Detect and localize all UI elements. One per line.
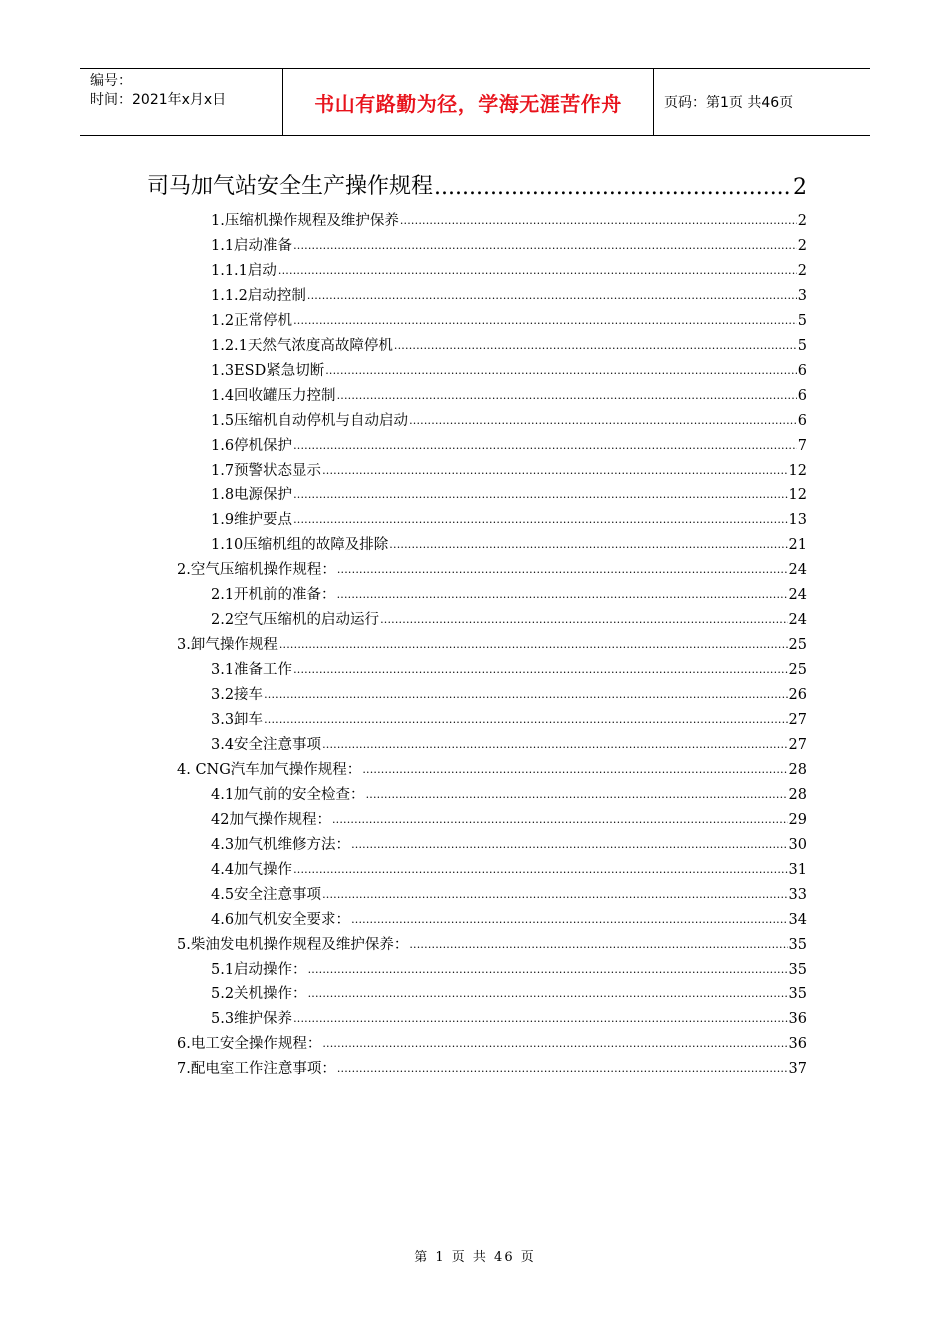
toc-entry-title: 3.卸气操作规程 [177, 637, 278, 654]
toc-entry[interactable] [211, 458, 807, 480]
toc-entry-page: 27 [788, 736, 807, 753]
toc-leader-dots [351, 911, 787, 929]
toc-entry-title: 1.压缩机操作规程及维护保养 [211, 213, 399, 229]
toc-entry-title: 2.2空气压缩机的启动运行 [211, 612, 380, 629]
document-date: 时间：2021年x月x日 [90, 92, 227, 108]
toc-entry-title: 4.4加气操作 [211, 861, 293, 878]
toc-leader-dots [389, 536, 787, 554]
toc-entry-title: 3.4安全注意事项 [211, 736, 322, 753]
toc-entry[interactable] [177, 757, 807, 779]
toc-leader-dots [279, 636, 788, 654]
toc-entry-page: 34 [788, 911, 807, 928]
toc-leader-dots [351, 836, 787, 854]
toc-entry-page: 36 [788, 1036, 807, 1053]
toc-entry-page: 13 [788, 512, 807, 529]
toc-entry[interactable] [211, 532, 807, 554]
header-meta [80, 69, 282, 135]
toc-entry-page: 35 [788, 961, 807, 978]
toc-leader-dots [322, 1035, 787, 1053]
toc-entry[interactable] [211, 981, 807, 1003]
toc-entry[interactable] [211, 482, 807, 504]
page-header [80, 68, 870, 136]
toc-entry-title: 7.配电室工作注意事项： [177, 1061, 336, 1078]
toc-entry-page: 2 [797, 262, 807, 279]
toc-entry[interactable] [211, 882, 807, 904]
toc-entry-title: 1.3ESD紧急切断 [211, 362, 325, 379]
toc-entry-title: 1.9维护要点 [211, 512, 293, 529]
toc-entry-page: 35 [788, 936, 807, 953]
toc-entry-title: 1.10压缩机组的故障及排除 [211, 537, 389, 554]
toc-entry-page: 21 [788, 537, 807, 554]
toc-leader-dots [337, 586, 788, 604]
toc-entry-page: 36 [788, 1011, 807, 1028]
toc-entry-page: 27 [788, 712, 807, 728]
toc-entry-page: 33 [788, 886, 807, 903]
toc-entry[interactable] [211, 258, 807, 280]
toc-entry-page: 28 [788, 786, 807, 803]
toc-entry-page: 5 [797, 337, 807, 354]
toc-entry[interactable] [211, 707, 807, 729]
toc-entry-title: 1.1.2启动控制 [211, 287, 306, 304]
toc-entry-page: 5 [797, 312, 807, 329]
toc-entry[interactable] [177, 557, 807, 579]
toc-entry-title: 5.柴油发电机操作规程及维护保养： [177, 936, 409, 953]
toc-entry-page: 26 [788, 687, 807, 704]
toc-entry[interactable] [211, 383, 807, 405]
toc-leader-dots [293, 661, 787, 679]
toc-leader-dots [293, 511, 787, 529]
toc-leader-dots [293, 1010, 787, 1028]
toc-entry-title: 2.空气压缩机操作规程： [177, 562, 336, 579]
toc-entry-page: 35 [788, 986, 807, 1003]
toc-entry[interactable] [211, 907, 807, 929]
toc-entry[interactable] [211, 308, 807, 330]
toc-leader-dots [394, 337, 797, 355]
toc-leader-dots [308, 985, 788, 1003]
toc-entry-title: 4.3加气机维修方法： [211, 836, 351, 853]
toc-leader-dots [400, 212, 797, 230]
toc-entry[interactable] [211, 582, 807, 604]
toc-entry-title: 1.7预警状态显示 [211, 462, 322, 479]
toc-leader-dots [307, 287, 797, 305]
toc-entry-title: 1.8电源保护 [211, 487, 293, 504]
toc-leader-dots [293, 861, 787, 879]
toc-entry[interactable] [177, 632, 807, 654]
toc-entry-title: 42加气操作规程： [211, 811, 331, 828]
toc-entry[interactable] [211, 957, 807, 979]
toc-entry-title: 2.1开机前的准备： [211, 587, 336, 604]
toc-leader-dots [409, 936, 787, 954]
toc-title-page: 2 [793, 175, 807, 200]
toc-entry[interactable] [211, 408, 807, 430]
toc-entry[interactable] [211, 857, 807, 879]
toc-entry-title: 1.6停机保护 [211, 437, 293, 454]
toc-leader-dots [380, 611, 787, 629]
toc-entry-title: 4. CNG汽车加气操作规程： [177, 761, 362, 778]
toc-entry[interactable] [211, 832, 807, 854]
toc-leader-dots [337, 561, 788, 579]
toc-entry-title: 4.1加气前的安全检查： [211, 786, 365, 803]
toc-entry[interactable] [211, 283, 807, 305]
toc-leader-dots [337, 1060, 788, 1078]
toc-entry-title: 4.6加气机安全要求： [211, 911, 351, 928]
toc-entry[interactable] [211, 358, 807, 380]
toc-entry[interactable] [211, 682, 807, 704]
toc-leader-dots [332, 811, 788, 829]
toc-entry-page: 24 [788, 587, 807, 604]
toc-entry[interactable] [177, 932, 807, 954]
toc-leader-dots [362, 761, 787, 779]
header-motto: 书山有路勤为径，学海无涯苦作舟 [314, 91, 622, 116]
toc-entry[interactable] [211, 333, 807, 355]
document-number-label: 编号： [90, 73, 132, 89]
toc-entry-title: 3.1准备工作 [211, 662, 293, 679]
toc-leader-dots [322, 736, 787, 754]
toc-entry-page: 6 [797, 412, 807, 429]
toc-entry[interactable] [211, 782, 807, 804]
toc-entry[interactable] [211, 807, 807, 829]
toc-leader-dots [264, 686, 787, 704]
toc-entry[interactable] [177, 1031, 807, 1053]
toc-entry-title: 3.2接车 [211, 687, 264, 704]
toc-leader-dots [293, 237, 797, 255]
toc-entry-page: 29 [788, 811, 807, 828]
toc-leader-dots [322, 462, 787, 480]
toc-entry-title: 6.电工安全操作规程： [177, 1036, 322, 1053]
toc-entry-title: 5.3维护保养 [211, 1011, 293, 1028]
toc-leader-dots [322, 886, 787, 904]
toc-entry[interactable] [211, 607, 807, 629]
toc-leader-dots [293, 312, 797, 330]
toc-leader-dots [337, 387, 797, 405]
toc-entry-page: 31 [788, 861, 807, 878]
toc-entry-title: 1.5压缩机自动停机与自动启动 [211, 412, 409, 429]
toc-entry[interactable] [211, 732, 807, 754]
toc-entry-title: 1.1.1启动 [211, 262, 277, 279]
toc-entry-title: 5.2关机操作： [211, 986, 307, 1003]
toc-leader-dots [434, 175, 792, 200]
toc-entry[interactable] [211, 433, 807, 455]
toc-entry-page: 25 [788, 637, 807, 654]
page-footer: 第 1 页 共 46 页 [414, 1250, 536, 1265]
toc-leader-dots [366, 786, 788, 804]
toc-leader-dots [278, 262, 797, 280]
toc-leader-dots [409, 412, 797, 430]
toc-leader-dots [264, 711, 787, 729]
toc-entry-page: 37 [788, 1061, 807, 1078]
toc-entry-title: 1.2正常停机 [211, 312, 293, 329]
toc-entry-page: 12 [788, 487, 807, 504]
toc-entry-page: 3 [797, 287, 807, 304]
toc-leader-dots [325, 362, 797, 380]
toc-entry[interactable] [211, 507, 807, 529]
toc-entry-title: 1.1启动准备 [211, 237, 293, 254]
toc-entry-title: 1.2.1天然气浓度高故障停机 [211, 337, 393, 354]
toc-entry[interactable] [177, 1056, 807, 1078]
toc-leader-dots [293, 486, 787, 504]
toc-entry-title: 4.5安全注意事项 [211, 886, 322, 903]
toc-entry-page: 28 [788, 761, 807, 778]
toc-entry[interactable] [211, 657, 807, 679]
toc-entry-page: 6 [797, 362, 807, 379]
toc-entry-page: 7 [797, 437, 807, 454]
toc-entry-page: 24 [788, 562, 807, 579]
toc-title[interactable] [147, 170, 807, 200]
toc-title-text: 司马加气站安全生产操作规程 [147, 174, 434, 199]
toc-entry-page: 24 [788, 612, 807, 629]
toc-entry[interactable] [211, 208, 807, 230]
toc-entry[interactable] [211, 233, 807, 255]
toc-entry-title: 3.3卸车 [211, 712, 264, 728]
toc-entry-page: 6 [797, 387, 807, 404]
toc-entry-page: 25 [788, 662, 807, 679]
toc-entry[interactable] [211, 1006, 807, 1028]
toc-leader-dots [293, 437, 797, 455]
toc-entry-title: 1.4回收罐压力控制 [211, 387, 336, 404]
toc-entry-page: 2 [797, 213, 807, 229]
toc-entry-page: 2 [797, 237, 807, 254]
toc-entry-page: 12 [788, 462, 807, 479]
toc-entry-title: 5.1启动操作： [211, 961, 307, 978]
toc-leader-dots [308, 961, 788, 979]
header-page-info: 页码：第1页 共46页 [664, 95, 794, 111]
toc-entry-page: 30 [788, 836, 807, 853]
header-motto-cell [282, 69, 654, 135]
